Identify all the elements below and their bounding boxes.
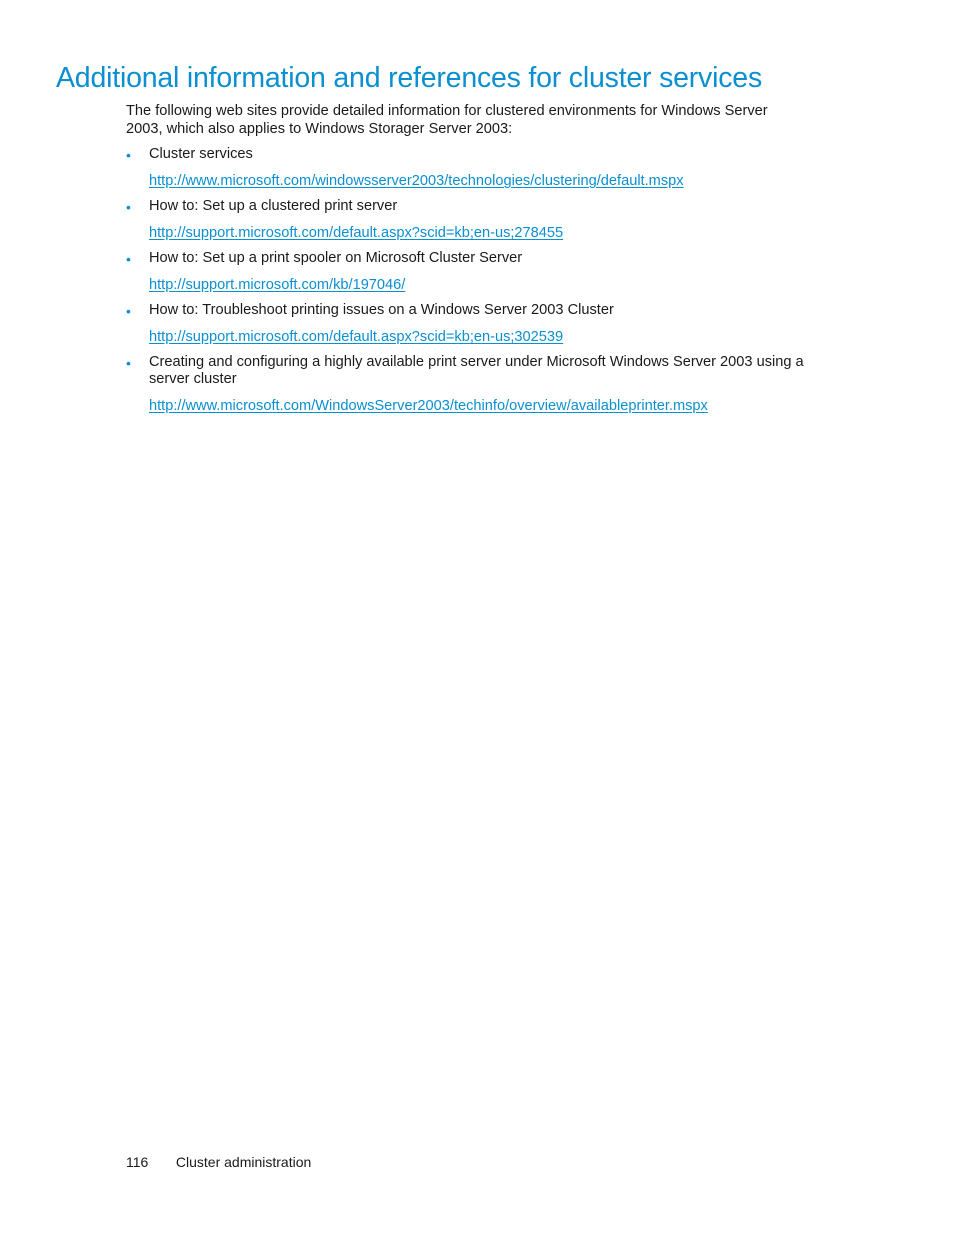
reference-link[interactable]: http://support.microsoft.com/kb/197046/ xyxy=(149,277,406,293)
list-item xyxy=(126,198,816,242)
reference-label: How to: Troubleshoot printing issues on a Windows Server 2003 Cluster xyxy=(149,302,614,318)
reference-label: How to: Set up a clustered print server xyxy=(149,198,398,214)
reference-label: Creating and configuring a highly available print server under Microsoft Windows Server 2003 using a server cluster xyxy=(149,354,804,387)
footer-section-title: Cluster administration xyxy=(175,1154,312,1170)
bullet-icon: • xyxy=(126,199,131,215)
reference-link[interactable]: http://www.microsoft.com/WindowsServer2003/techinfo/overview/availableprinter.mspx xyxy=(149,398,708,414)
bullet-icon: • xyxy=(126,147,131,163)
list-item xyxy=(126,354,816,415)
list-item xyxy=(126,302,816,346)
page-number: 116 xyxy=(126,1154,149,1170)
bullet-icon: • xyxy=(126,355,131,371)
reference-link[interactable]: http://support.microsoft.com/default.aspx?scid=kb;en-us;278455 xyxy=(149,225,564,241)
list-item xyxy=(126,250,816,294)
reference-list xyxy=(126,146,816,423)
bullet-icon: • xyxy=(126,251,131,267)
page-title: Additional information and references for cluster services xyxy=(56,62,762,94)
page-footer xyxy=(126,1154,311,1170)
reference-label: Cluster services xyxy=(149,146,253,162)
intro-paragraph: The following web sites provide detailed information for clustered environments for Windows Server 2003, which also applies to Windows Storager Server 2003: xyxy=(126,103,768,137)
reference-link[interactable]: http://support.microsoft.com/default.aspx?scid=kb;en-us;302539 xyxy=(149,329,564,345)
list-item xyxy=(126,146,816,190)
reference-label: How to: Set up a print spooler on Microsoft Cluster Server xyxy=(149,250,523,266)
bullet-icon: • xyxy=(126,303,131,319)
reference-link[interactable]: http://www.microsoft.com/windowsserver2003/technologies/clustering/default.mspx xyxy=(149,173,684,189)
